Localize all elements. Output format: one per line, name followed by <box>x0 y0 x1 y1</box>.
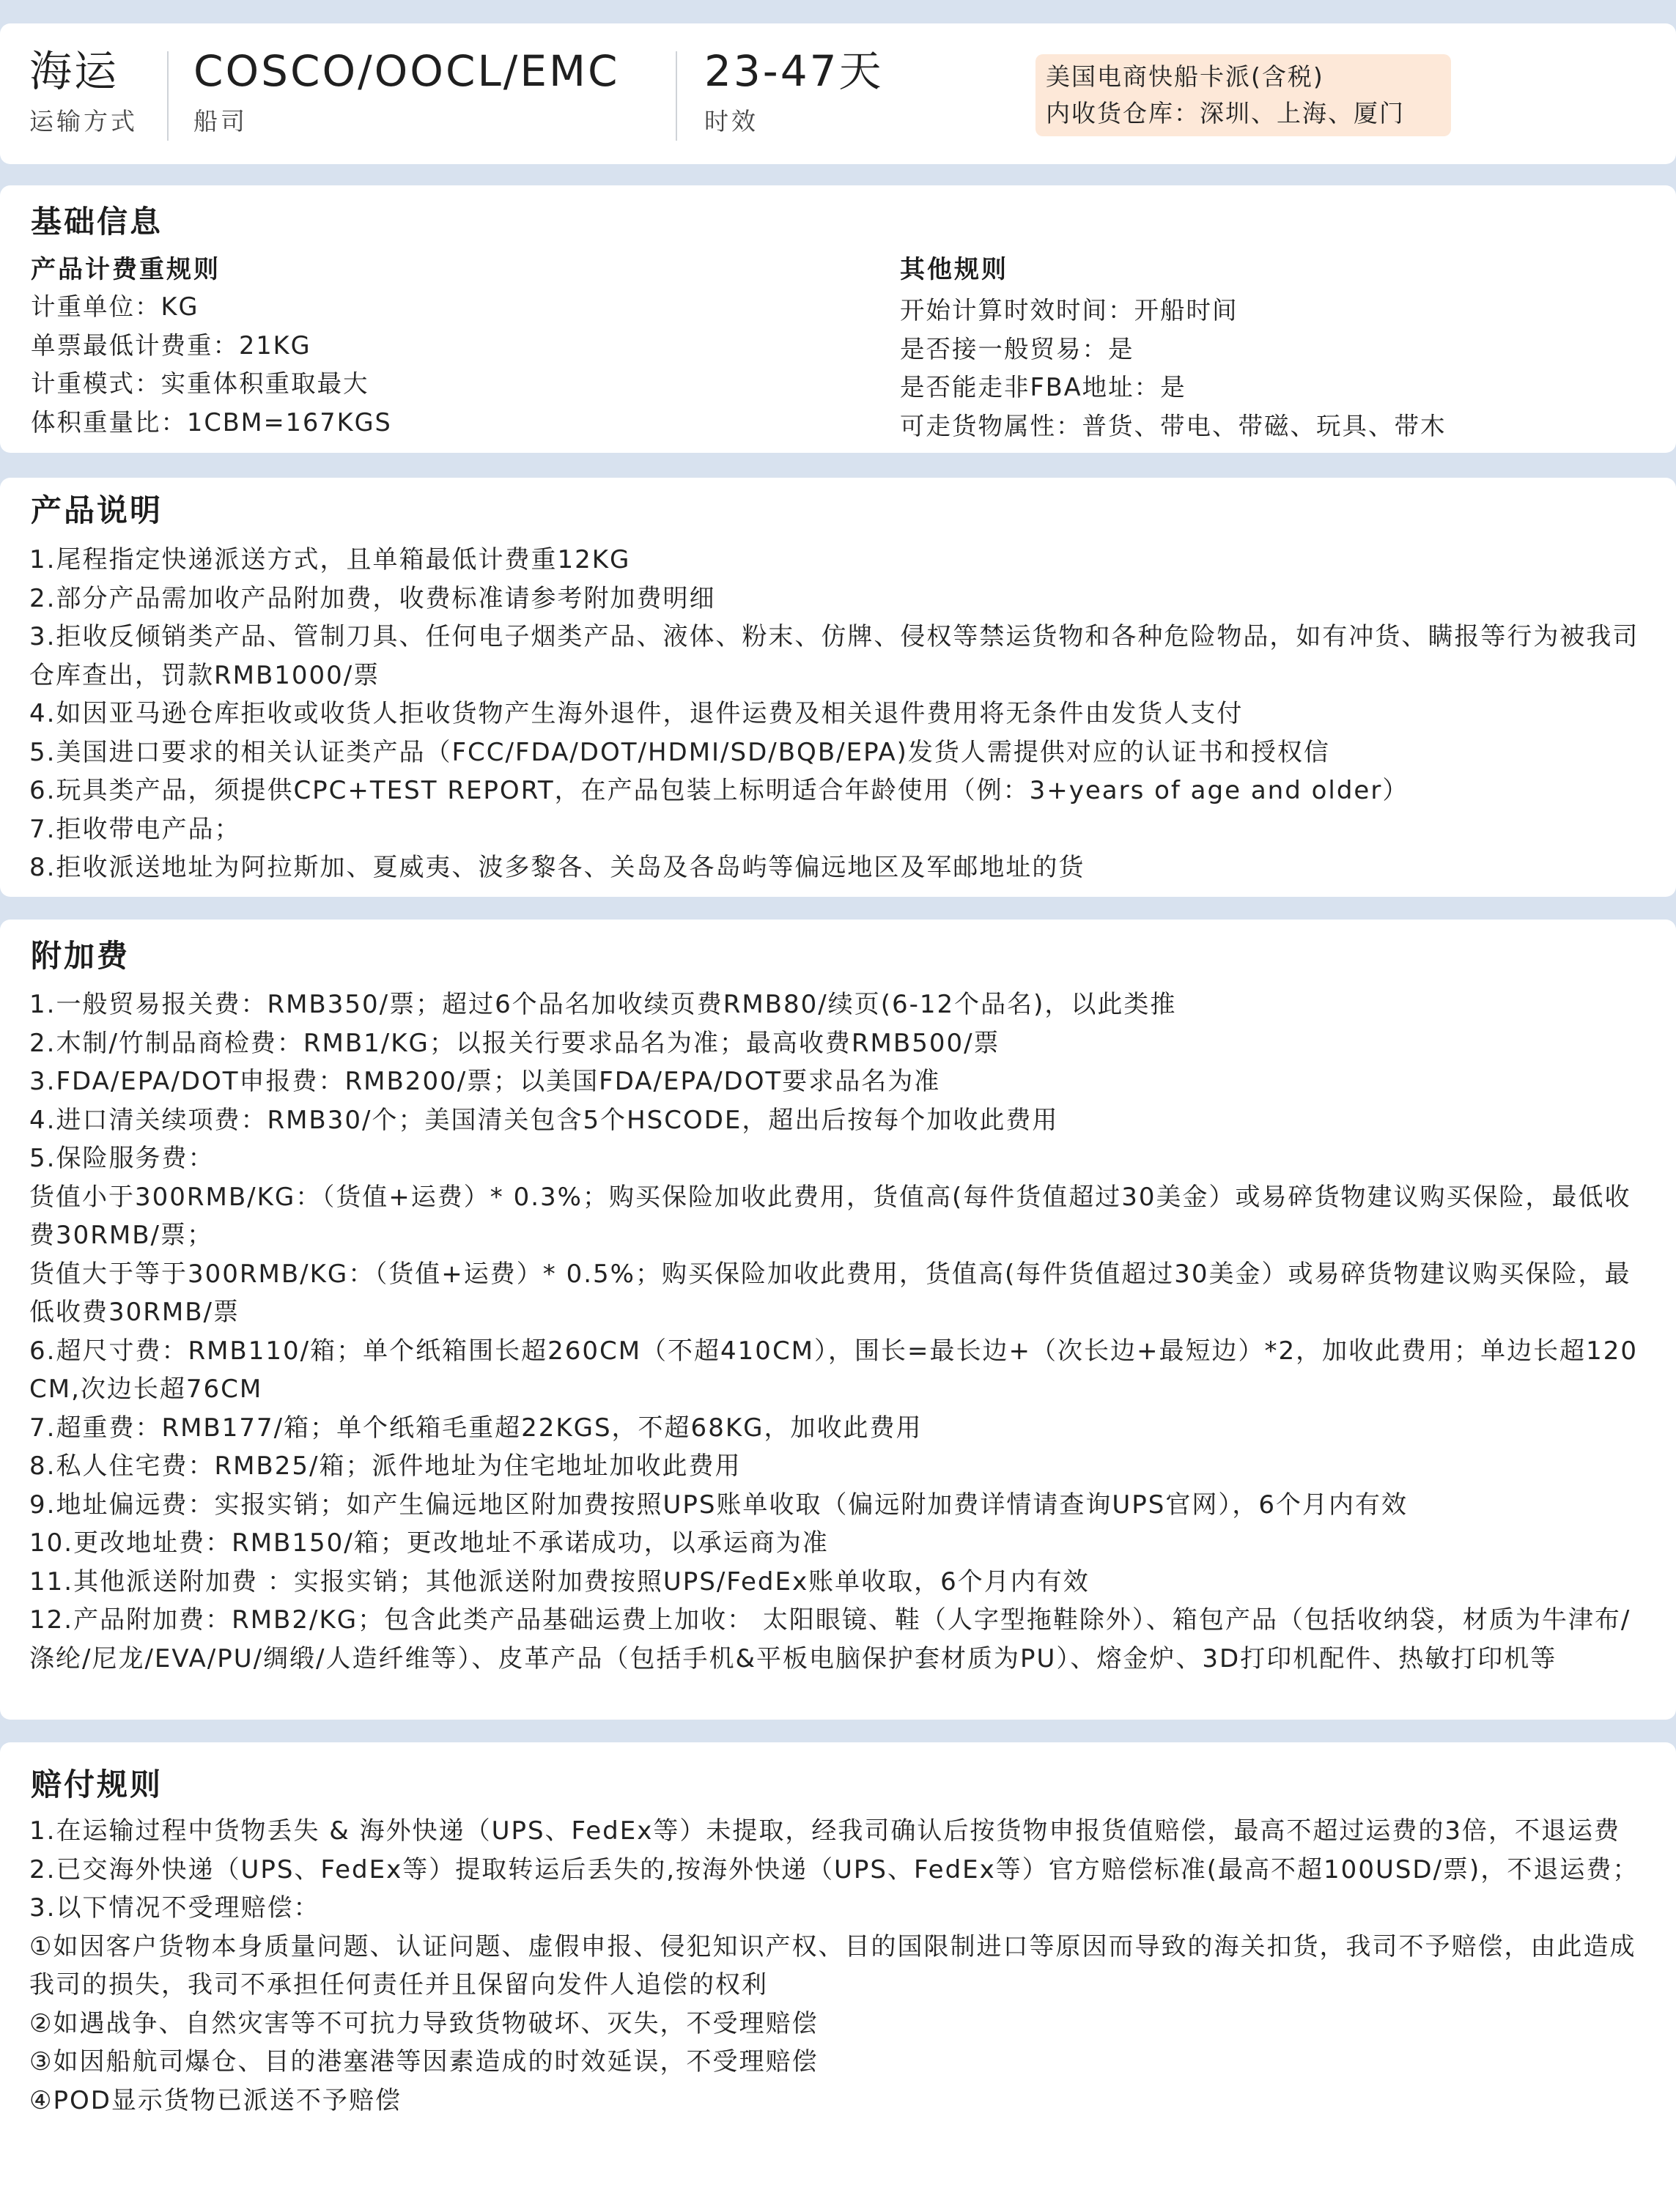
list-item: ②如遇战争、自然灾害等不可抗力导致货物破坏、灭失，不受理赔偿 <box>29 2008 819 2038</box>
transport-mode-label: 运输方式 <box>29 107 138 136</box>
list-item: 1.一般贸易报关费：RMB350/票；超过6个品名加收续页费RMB80/续页(6-12个品名)，以此类推 <box>29 990 1177 1019</box>
list-item: 7.拒收带电产品； <box>29 814 241 844</box>
transport-mode-value: 海运 <box>29 46 119 96</box>
list-item: 1.在运输过程中货物丢失 & 海外快递（UPS、FedEx等）未提取，经我司确认后按货物申报货值赔偿，最高不超过运费的3倍，不退运费 <box>29 1816 1620 1846</box>
list-item: 2.已交海外快递（UPS、FedEx等）提取转运后丢失的,按海外快递（UPS、FedEx等）官方赔偿标准(最高不超100USD/票)，不退运费； <box>29 1854 1639 1884</box>
list-item: 体积重量比：1CBM=167KGS <box>31 407 392 437</box>
list-item: 3.拒收反倾销类产品、管制刀具、任何电子烟类产品、液体、粉末、仿牌、侵权等禁运货物和各种危险物品，如有冲货、瞒报等行为被我司仓库查出，罚款RMB1000/票 <box>29 622 1639 690</box>
list-item: 11.其他派送附加费 ：实报实销；其他派送附加费按照UPS/FedEx账单收取，6个月内有效 <box>29 1566 1090 1597</box>
list-item: 8.私人住宅费：RMB25/箱；派件地址为住宅地址加收此费用 <box>29 1451 742 1481</box>
list-item: ④POD显示货物已派送不予赔偿 <box>29 2085 402 2115</box>
compensation-list <box>29 1812 1647 2120</box>
list-item: ①如因客户货物本身质量问题、认证问题、虚假申报、侵犯知识产权、目的国限制进口等原因而导致的海关扣货，我司不予赔偿，由此造成我司的损失，我司不承担任何责任并且保留向发件人追偿的权利 <box>29 1931 1636 2000</box>
transit-time-label: 时效 <box>704 107 758 136</box>
list-item: 单票最低计费重：21KG <box>31 330 311 360</box>
basic-info-card <box>0 185 1676 453</box>
warehouse-list: 内收货仓库：深圳、上海、厦门 <box>1046 99 1405 127</box>
list-item: 6.玩具类产品，须提供CPC+TEST REPORT，在产品包装上标明适合年龄使用（例：3+years of age and older） <box>29 776 1409 805</box>
list-item: 3.FDA/EPA/DOT申报费：RMB200/票；以美国FDA/EPA/DOT要求品名为准 <box>29 1067 941 1096</box>
section-title: 赔付规则 <box>31 1767 163 1802</box>
carrier-label: 船司 <box>193 107 248 136</box>
section-title: 附加费 <box>31 938 130 974</box>
list-item: 2.部分产品需加收产品附加费，收费标准请参考附加费明细 <box>29 583 716 613</box>
surcharge-card <box>0 920 1676 1720</box>
service-badge <box>1035 54 1451 136</box>
list-item: 计重单位：KG <box>31 292 199 321</box>
list-item: 开始计算时效时间：开船时间 <box>900 296 1238 325</box>
billing-rules-list <box>31 288 392 442</box>
list-item: 5.美国进口要求的相关认证类产品（FCC/FDA/DOT/HDMI/SD/BQB/EPA)发货人需提供对应的认证书和授权信 <box>29 737 1330 767</box>
surcharge-list <box>29 985 1647 1678</box>
list-item: 6.超尺寸费：RMB110/箱；单个纸箱围长超260CM（不超410CM），围长=最长边+（次长边+最短边）*2，加收此费用；单边长超120CM,次边长超76CM <box>29 1336 1639 1404</box>
carrier-value: COSCO/OOCL/EMC <box>193 46 620 96</box>
transit-time <box>704 45 884 136</box>
other-rules-title: 其他规则 <box>900 255 1008 284</box>
list-item: 货值大于等于300RMB/KG：（货值+运费）* 0.5%；购买保险加收此费用，货值高(每件货值超过30美金）或易碎货物建议购买保险，最低收费30RMB/票 <box>29 1259 1631 1327</box>
divider <box>167 51 169 141</box>
list-item: 可走货物属性：普货、带电、带磁、玩具、带木 <box>900 411 1447 440</box>
list-item: 4.如因亚马逊仓库拒收或收货人拒收货物产生海外退件，退件运费及相关退件费用将无条件由发货人支付 <box>29 699 1244 728</box>
section-title: 基础信息 <box>31 204 163 240</box>
list-item: 8.拒收派送地址为阿拉斯加、夏威夷、波多黎各、关岛及各岛屿等偏远地区及军邮地址的货 <box>29 853 1085 882</box>
transport-mode <box>29 45 138 136</box>
list-item: 7.超重费：RMB177/箱；单个纸箱毛重超22KGS，不超68KG，加收此费用 <box>29 1413 923 1443</box>
divider <box>676 51 677 141</box>
list-item: 2.木制/竹制品商检费：RMB1/KG；以报关行要求品名为准；最高收费RMB500/票 <box>29 1028 1000 1058</box>
description-list <box>29 541 1647 887</box>
list-item: 12.产品附加费：RMB2/KG；包含此类产品基础运费上加收： 太阳眼镜、鞋（人字型拖鞋除外）、箱包产品（包括收纳袋，材质为牛津布/涤纶/尼龙/EVA/PU/绸缎/人造纤维等）、皮革产品（包括手机&平板电脑保护套材质为PU）、熔金炉、3D打印机配件、热敏打印机等 <box>29 1605 1631 1673</box>
list-item: ③如因船航司爆仓、目的港塞港等因素造成的时效延误，不受理赔偿 <box>29 2047 819 2076</box>
product-description-card <box>0 478 1676 897</box>
list-item: 9.地址偏远费：实报实销；如产生偏远地区附加费按照UPS账单收取（偏远附加费详情请查询UPS官网），6个月内有效 <box>29 1490 1409 1520</box>
summary-card <box>0 23 1676 164</box>
compensation-card <box>0 1742 1676 2212</box>
service-name: 美国电商快船卡派(含税) <box>1046 62 1324 91</box>
transit-time-value: 23-47天 <box>704 46 884 96</box>
carrier <box>193 45 620 136</box>
list-item: 4.进口清关续项费：RMB30/个；美国清关包含5个HSCODE，超出后按每个加收此费用 <box>29 1105 1059 1135</box>
list-item: 10.更改地址费：RMB150/箱；更改地址不承诺成功，以承运商为准 <box>29 1528 829 1558</box>
section-title: 产品说明 <box>31 492 163 528</box>
list-item: 5.保险服务费： <box>29 1144 215 1173</box>
list-item: 3.以下情况不受理赔偿： <box>29 1893 320 1923</box>
list-item: 1.尾程指定快递派送方式，且单箱最低计费重12KG <box>29 545 631 574</box>
billing-rules-title: 产品计费重规则 <box>31 255 221 284</box>
list-item: 是否接一般贸易：是 <box>900 334 1134 363</box>
list-item: 货值小于300RMB/KG：（货值+运费）* 0.3%；购买保险加收此费用，货值高(每件货值超过30美金）或易碎货物建议购买保险，最低收费30RMB/票； <box>29 1182 1631 1250</box>
list-item: 是否能走非FBA地址：是 <box>900 373 1186 402</box>
list-item: 计重模式：实重体积重取最大 <box>31 369 369 398</box>
other-rules-list <box>900 292 1447 445</box>
